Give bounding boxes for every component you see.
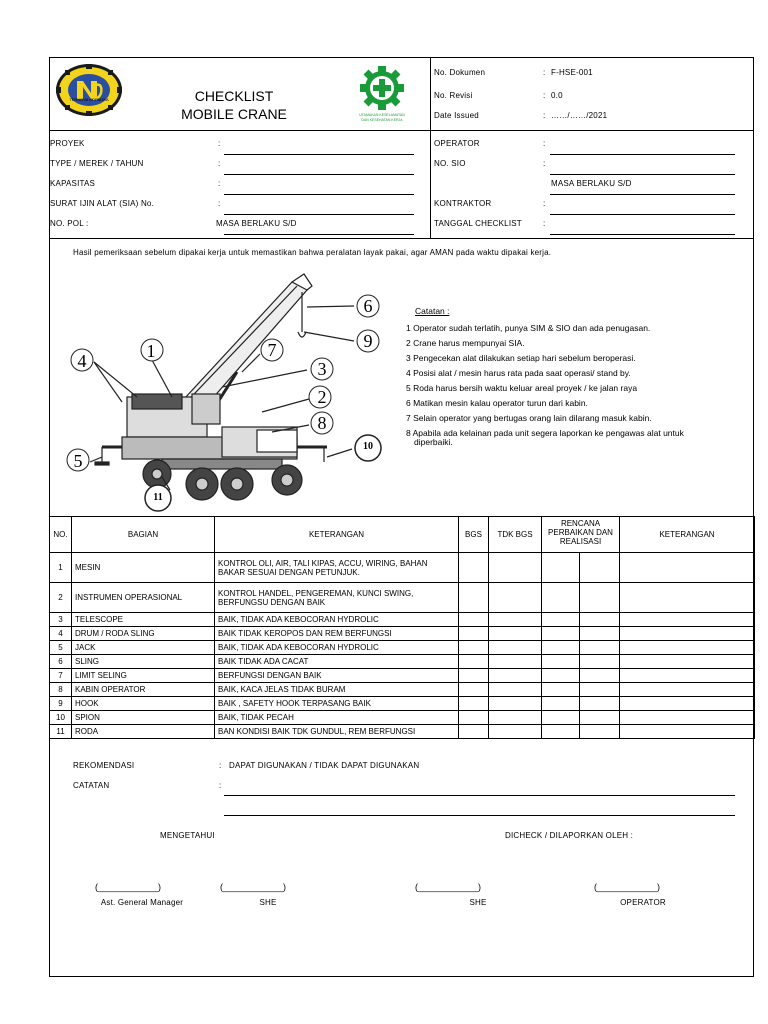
row-keterangan: BAIK, TIDAK ADA KEBOCORAN HYDROLIC <box>215 641 459 655</box>
rekomendasi-value[interactable]: DAPAT DIGUNAKAN / TIDAK DAPAT DIGUNAKAN <box>229 761 420 770</box>
doc-number-value: F-HSE-001 <box>551 68 593 77</box>
notes-list <box>406 321 684 447</box>
row-no: 6 <box>50 655 72 669</box>
row-tdk-bgs-cell[interactable] <box>489 683 542 697</box>
table-row <box>50 683 755 697</box>
doc-number-label: No. Dokumen <box>434 68 486 77</box>
row-no: 2 <box>50 583 72 613</box>
table-row <box>50 553 755 583</box>
row-bgs-cell[interactable] <box>459 669 489 683</box>
row-rencana-cell[interactable] <box>542 641 580 655</box>
catatan-label: CATATAN <box>73 781 110 790</box>
k3-logo-caption <box>344 113 420 123</box>
diagram-label-2: 2 <box>317 387 327 407</box>
row-keterangan-cell[interactable] <box>620 669 755 683</box>
row-no: 11 <box>50 725 72 739</box>
row-no: 5 <box>50 641 72 655</box>
revision-value: 0.0 <box>551 91 563 100</box>
col-tdk-bgs: TDK BGS <box>489 517 542 553</box>
row-bgs-cell[interactable] <box>459 583 489 613</box>
table-row <box>50 641 755 655</box>
col-keterangan: KETERANGAN <box>215 517 459 553</box>
row-tdk-bgs-cell[interactable] <box>489 669 542 683</box>
row-no: 4 <box>50 627 72 641</box>
row-keterangan-cell[interactable] <box>620 655 755 669</box>
row-realisasi-cell[interactable] <box>580 641 620 655</box>
row-bagian: SPION <box>72 711 215 725</box>
colon: : <box>219 761 222 770</box>
colon: : <box>543 139 546 148</box>
colon: : <box>543 111 546 120</box>
row-bgs-cell[interactable] <box>459 711 489 725</box>
note-item: 4 Posisi alat / mesin harus rata pada saat operasi/ stand by. <box>406 368 631 378</box>
row-realisasi-cell[interactable] <box>580 613 620 627</box>
operator-label: OPERATOR <box>434 139 480 148</box>
row-bgs-cell[interactable] <box>459 627 489 641</box>
signature-blank-she-2[interactable]: (____________) <box>415 882 482 892</box>
signature-blank-operator[interactable]: (____________) <box>594 882 661 892</box>
row-bgs-cell[interactable] <box>459 613 489 627</box>
row-keterangan-cell[interactable] <box>620 613 755 627</box>
row-bgs-cell[interactable] <box>459 553 489 583</box>
row-realisasi-cell[interactable] <box>580 697 620 711</box>
row-realisasi-cell[interactable] <box>580 583 620 613</box>
col-bgs: BGS <box>459 517 489 553</box>
colon: : <box>218 179 221 188</box>
row-keterangan-cell[interactable] <box>620 583 755 613</box>
row-keterangan: BAIK, TIDAK PECAH <box>215 711 459 725</box>
note-item: diperbaiki. <box>414 437 453 447</box>
row-bgs-cell[interactable] <box>459 655 489 669</box>
diagram-label-3: 3 <box>317 359 327 379</box>
left-masa-berlaku: MASA BERLAKU S/D <box>216 219 297 228</box>
row-keterangan-cell[interactable] <box>620 683 755 697</box>
row-keterangan: BAIK , SAFETY HOOK TERPASANG BAIK <box>215 697 459 711</box>
row-keterangan: BAIK TIDAK ADA CACAT <box>215 655 459 669</box>
signer-she-1: SHE <box>259 898 277 907</box>
row-keterangan-cell[interactable] <box>620 627 755 641</box>
diagram-label-11: 11 <box>153 492 163 503</box>
row-bgs-cell[interactable] <box>459 683 489 697</box>
row-realisasi-cell[interactable] <box>580 669 620 683</box>
k3-safety-logo <box>355 65 409 111</box>
operator-field[interactable] <box>550 154 735 155</box>
catatan-line-2[interactable] <box>224 815 735 816</box>
row-bgs-cell[interactable] <box>459 641 489 655</box>
header-divider <box>430 57 431 130</box>
table-row <box>50 725 755 739</box>
diagram-label-10: 10 <box>363 441 373 452</box>
diagram-label-8: 8 <box>317 413 327 433</box>
row-realisasi-cell[interactable] <box>580 655 620 669</box>
nopol-field[interactable] <box>224 234 414 235</box>
nopol-label: NO. POL : <box>50 219 89 228</box>
row-rencana-cell[interactable] <box>542 697 580 711</box>
tanggal-field[interactable] <box>550 234 735 235</box>
kontraktor-label: KONTRAKTOR <box>434 199 492 208</box>
note-item: 1 Operator sudah terlatih, punya SIM & SIO dan ada penugasan. <box>406 323 651 333</box>
row-tdk-bgs-cell[interactable] <box>489 641 542 655</box>
crane-diagram <box>62 262 392 512</box>
sia-label: SURAT IJIN ALAT (SIA) No. <box>50 199 154 208</box>
row-bagian: JACK <box>72 641 215 655</box>
date-issued-value: ……/……/2021 <box>551 111 608 120</box>
row-rencana-cell[interactable] <box>542 683 580 697</box>
row-no: 10 <box>50 711 72 725</box>
document-title <box>166 87 302 123</box>
col-no: NO. <box>50 517 72 553</box>
row-bagian: LIMIT SELING <box>72 669 215 683</box>
note-item: 5 Roda harus bersih waktu keluar areal proyek / ke jalan raya <box>406 383 638 393</box>
row-tdk-bgs-cell[interactable] <box>489 627 542 641</box>
table-row <box>50 583 755 613</box>
tanggal-label: TANGGAL CHECKLIST <box>434 219 522 228</box>
row-no: 3 <box>50 613 72 627</box>
row-bagian: INSTRUMEN OPERASIONAL <box>72 583 215 613</box>
row-bagian: MESIN <box>72 553 215 583</box>
row-no: 9 <box>50 697 72 711</box>
proyek-field[interactable] <box>224 154 414 155</box>
header-bottom-rule <box>49 130 754 131</box>
colon: : <box>543 91 546 100</box>
k3-caption-2: DAN KESEHATAN KERJA <box>361 118 403 122</box>
sia-field[interactable] <box>224 214 414 215</box>
note-item: 8 Apabila ada kelainan pada unit segera laporkan ke pengawas alat untuk <box>406 428 684 438</box>
row-keterangan: BAIK, TIDAK ADA KEBOCORAN HYDROLIC <box>215 613 459 627</box>
row-rencana-cell[interactable] <box>542 725 580 739</box>
dicheck-label: DICHECK / DILAPORKAN OLEH : <box>505 831 634 840</box>
diagram-label-1: 1 <box>146 341 156 361</box>
row-rencana-cell[interactable] <box>542 553 580 583</box>
row-realisasi-cell[interactable] <box>580 553 620 583</box>
row-bgs-cell[interactable] <box>459 697 489 711</box>
colon: : <box>218 159 221 168</box>
colon: : <box>543 159 546 168</box>
info-bottom-rule <box>49 238 754 239</box>
title-line-2: MOBILE CRANE <box>181 106 287 122</box>
row-keterangan: BERFUNGSI DENGAN BAIK <box>215 669 459 683</box>
table-row <box>50 613 755 627</box>
logo-left-text: TERNOVA KOPALIKA <box>69 97 109 102</box>
row-keterangan: KONTROL OLI, AIR, TALI KIPAS, ACCU, WIRING, BAHAN BAKAR SESUAI DENGAN PETUNJUK. <box>215 553 459 583</box>
colon: : <box>543 199 546 208</box>
table-row <box>50 711 755 725</box>
diagram-label-5: 5 <box>73 451 83 471</box>
note-item: 3 Pengecekan alat dilakukan setiap hari sebelum beroperasi. <box>406 353 636 363</box>
kontraktor-field[interactable] <box>550 214 735 215</box>
notes-title: Catatan : <box>415 306 450 316</box>
row-no: 1 <box>50 553 72 583</box>
colon: : <box>218 199 221 208</box>
row-realisasi-cell[interactable] <box>580 683 620 697</box>
row-keterangan: BAIK TIDAK KEROPOS DAN REM BERFUNGSI <box>215 627 459 641</box>
row-keterangan: BAN KONDISI BAIK TDK GUNDUL, REM BERFUNGSI <box>215 725 459 739</box>
row-realisasi-cell[interactable] <box>580 711 620 725</box>
row-tdk-bgs-cell[interactable] <box>489 725 542 739</box>
row-keterangan-cell[interactable] <box>620 697 755 711</box>
type-field[interactable] <box>224 174 414 175</box>
diagram-label-9: 9 <box>363 331 373 351</box>
diagram-label-7: 7 <box>267 340 277 360</box>
row-rencana-cell[interactable] <box>542 613 580 627</box>
table-header-row <box>50 517 755 553</box>
table-row <box>50 627 755 641</box>
signer-gm: Ast. General Manager <box>100 898 184 907</box>
row-tdk-bgs-cell[interactable] <box>489 697 542 711</box>
table-row <box>50 697 755 711</box>
note-item: 7 Selain operator yang bertugas orang lain dilarang masuk kabin. <box>406 413 652 423</box>
row-realisasi-cell[interactable] <box>580 725 620 739</box>
row-tdk-bgs-cell[interactable] <box>489 583 542 613</box>
row-keterangan-cell[interactable] <box>620 711 755 725</box>
row-bagian: SLING <box>72 655 215 669</box>
signature-blank-she-1[interactable]: (____________) <box>220 882 287 892</box>
info-divider <box>430 130 431 238</box>
mengetahui-label: MENGETAHUI <box>160 831 215 840</box>
sio-label: NO. SIO <box>434 159 466 168</box>
row-rencana-cell[interactable] <box>542 669 580 683</box>
row-rencana-cell[interactable] <box>542 583 580 613</box>
table-row <box>50 655 755 669</box>
colon: : <box>543 219 546 228</box>
row-rencana-cell[interactable] <box>542 627 580 641</box>
catatan-line-1[interactable] <box>224 795 735 796</box>
row-realisasi-cell[interactable] <box>580 627 620 641</box>
sio-field[interactable] <box>550 174 735 175</box>
proyek-label: PROYEK <box>50 139 85 148</box>
note-item: 2 Crane harus mempunyai SIA. <box>406 338 525 348</box>
revision-label: No. Revisi <box>434 91 473 100</box>
row-rencana-cell[interactable] <box>542 655 580 669</box>
row-tdk-bgs-cell[interactable] <box>489 711 542 725</box>
signer-she-2: SHE <box>469 898 487 907</box>
type-label: TYPE / MEREK / TAHUN <box>50 159 144 168</box>
colon: : <box>218 139 221 148</box>
checklist-table <box>49 516 755 739</box>
row-tdk-bgs-cell[interactable] <box>489 655 542 669</box>
row-bagian: RODA <box>72 725 215 739</box>
diagram-label-4: 4 <box>77 351 87 371</box>
row-bagian: KABIN OPERATOR <box>72 683 215 697</box>
row-bagian: TELESCOPE <box>72 613 215 627</box>
col-bagian: BAGIAN <box>72 517 215 553</box>
right-masa-berlaku: MASA BERLAKU S/D <box>551 179 632 188</box>
diagram-label-6: 6 <box>363 296 373 316</box>
row-tdk-bgs-cell[interactable] <box>489 613 542 627</box>
intro-text: Hasil pemeriksaan sebelum dipakai kerja untuk memastikan bahwa peralatan layak pakai, agar AMAN pada waktu dipakai kerja. <box>73 248 552 257</box>
row-bagian: HOOK <box>72 697 215 711</box>
row-keterangan: KONTROL HANDEL, PENGEREMAN, KUNCI SWING, BERFUNGSU DENGAN BAIK <box>215 583 459 613</box>
table-row <box>50 669 755 683</box>
sio-masa-field[interactable] <box>550 194 735 195</box>
row-no: 8 <box>50 683 72 697</box>
date-issued-label: Date Issued <box>434 111 479 120</box>
company-logo <box>55 63 123 117</box>
colon: : <box>219 781 222 790</box>
signer-operator: OPERATOR <box>620 898 666 907</box>
signature-blank-gm[interactable]: (____________) <box>95 882 162 892</box>
row-no: 7 <box>50 669 72 683</box>
kapasitas-label: KAPASITAS <box>50 179 96 188</box>
row-bgs-cell[interactable] <box>459 725 489 739</box>
row-tdk-bgs-cell[interactable] <box>489 553 542 583</box>
row-keterangan-cell[interactable] <box>620 725 755 739</box>
row-rencana-cell[interactable] <box>542 711 580 725</box>
row-bagian: DRUM / RODA SLING <box>72 627 215 641</box>
note-item: 6 Matikan mesin kalau operator turun dari kabin. <box>406 398 588 408</box>
kapasitas-field[interactable] <box>224 194 414 195</box>
row-keterangan-cell[interactable] <box>620 553 755 583</box>
col-keterangan-2: KETERANGAN <box>620 517 755 553</box>
title-line-1: CHECKLIST <box>194 88 274 104</box>
rekomendasi-label: REKOMENDASI <box>73 761 135 770</box>
k3-caption-1: UTAMAKAN KESELAMATAN <box>359 113 405 117</box>
col-rencana: RENCANA PERBAIKAN DAN REALISASI <box>542 517 620 553</box>
colon: : <box>543 68 546 77</box>
row-keterangan: BAIK, KACA JELAS TIDAK BURAM <box>215 683 459 697</box>
row-keterangan-cell[interactable] <box>620 641 755 655</box>
